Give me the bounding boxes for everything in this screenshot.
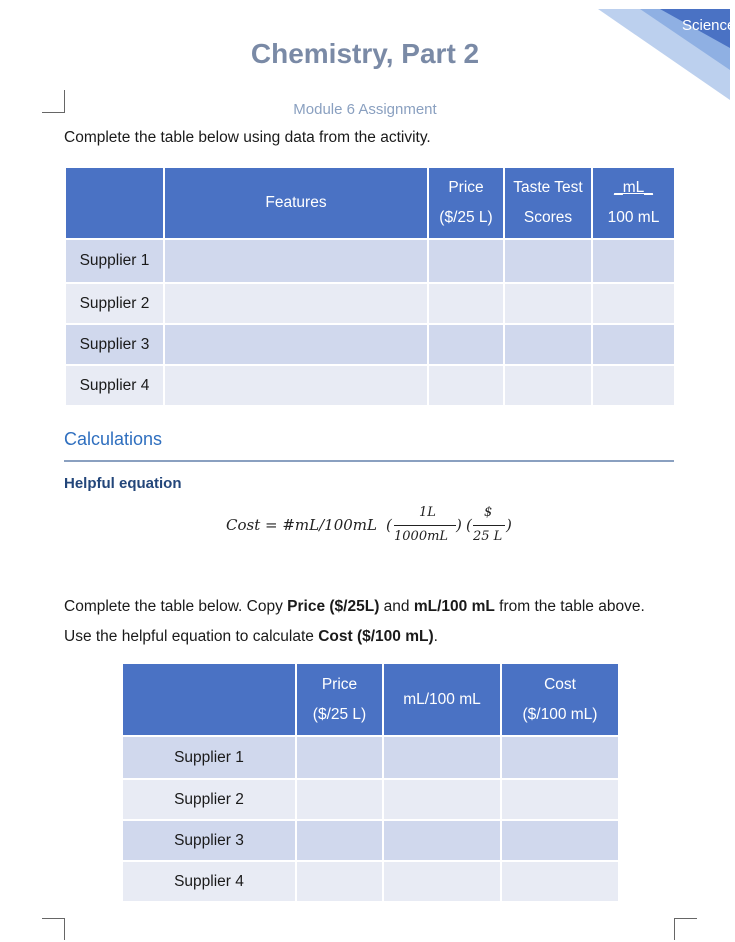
price-cell[interactable] (296, 820, 383, 861)
table-header-row (65, 167, 675, 239)
row-label: Supplier 1 (122, 736, 296, 779)
intro-text: Complete the table below using data from the activity. (64, 129, 431, 146)
table-row (122, 861, 619, 902)
calculations-heading: Calculations (64, 429, 163, 449)
instr-text: . (433, 628, 438, 645)
header-ml-per-100ml: mL/100 mL (383, 663, 501, 736)
header-price-line1: Price (448, 179, 484, 196)
equation-paren: ( (386, 516, 392, 534)
supplier-features-table (64, 166, 676, 407)
price-cell[interactable] (296, 779, 383, 820)
taste-cell[interactable] (504, 365, 592, 406)
taste-cell[interactable] (504, 239, 592, 283)
features-cell[interactable] (164, 283, 428, 324)
section-divider (64, 460, 674, 462)
equation-lhs: Cost = #mL/100mL (226, 516, 377, 534)
table-row (122, 820, 619, 861)
price-cell[interactable] (296, 861, 383, 902)
row-label: Supplier 4 (65, 365, 164, 406)
header-cost (501, 663, 619, 736)
helpful-equation-label: Helpful equation (64, 475, 182, 492)
header-blank-cell (65, 167, 164, 239)
cost-cell[interactable] (501, 820, 619, 861)
instr-bold-price: Price ($/25L) (287, 598, 380, 615)
crop-mark-bottom-right-h (674, 918, 697, 919)
cost-calculation-table (121, 662, 620, 903)
table-row (65, 239, 675, 283)
ml-cell[interactable] (592, 283, 675, 324)
header-price (428, 167, 504, 239)
page-subtitle: Module 6 Assignment (293, 101, 437, 118)
features-cell[interactable] (164, 365, 428, 406)
header-ml-line1: _mL_ (614, 179, 653, 196)
equation-paren: ( (466, 516, 472, 534)
instructions-paragraph (64, 592, 664, 652)
table-row (122, 779, 619, 820)
equation-frac1-denominator: 1000mL (394, 529, 449, 544)
price-cell[interactable] (428, 365, 504, 406)
instr-text: Complete the table below. Copy (64, 598, 288, 615)
table-row (122, 736, 619, 779)
ml-cell[interactable] (592, 239, 675, 283)
header-cost-line2: ($/100 mL) (522, 705, 598, 723)
row-label: Supplier 3 (122, 820, 296, 861)
header-price-line1: Price (321, 675, 358, 693)
header-features: Features (164, 167, 428, 239)
header-ml-per-100ml (592, 167, 675, 239)
cost-cell[interactable] (501, 736, 619, 779)
price-cell[interactable] (428, 283, 504, 324)
equation-frac1-numerator: 1L (419, 505, 436, 520)
price-cell[interactable] (296, 736, 383, 779)
page-title: Chemistry, Part 2 (250, 38, 480, 69)
ml-cell[interactable] (383, 736, 501, 779)
crop-mark-bottom-left (64, 918, 65, 940)
header-price-line2: ($/25 L) (439, 209, 493, 226)
price-cell[interactable] (428, 324, 504, 365)
equation-frac2-numerator: $ (484, 505, 493, 520)
header-price (296, 663, 383, 736)
equation-frac2-bar (473, 525, 505, 526)
table-row (65, 365, 675, 406)
header-ml-line2: 100 mL (607, 209, 660, 226)
equation-frac1-bar (394, 525, 456, 526)
price-cell[interactable] (428, 239, 504, 283)
cost-cell[interactable] (501, 861, 619, 902)
crop-mark-bottom-left-h (42, 918, 65, 919)
ml-cell[interactable] (383, 779, 501, 820)
instr-text: from the table above. Use the helpful equation to calculate (64, 598, 645, 645)
row-label: Supplier 4 (122, 861, 296, 902)
equation-frac2-denominator: 25 L (473, 529, 503, 544)
taste-cell[interactable] (504, 324, 592, 365)
ml-cell[interactable] (383, 820, 501, 861)
header-taste-line1: Taste Test (513, 179, 583, 196)
row-label: Supplier 3 (65, 324, 164, 365)
instr-text: and (379, 598, 414, 615)
brand-label: Science (682, 17, 735, 34)
ml-cell[interactable] (592, 365, 675, 406)
row-label: Supplier 2 (122, 779, 296, 820)
header-taste-test (504, 167, 592, 239)
ml-cell[interactable] (383, 861, 501, 902)
cost-cell[interactable] (501, 779, 619, 820)
header-price-line2: ($/25 L) (312, 705, 367, 723)
header-cost-line1: Cost (544, 675, 576, 693)
table-row (65, 324, 675, 365)
crop-mark-bottom-right (674, 918, 675, 940)
table-row (65, 283, 675, 324)
table-header-row (122, 663, 619, 736)
equation-paren: ) (456, 516, 462, 534)
header-blank-cell (122, 663, 296, 736)
features-cell[interactable] (164, 324, 428, 365)
instr-bold-ml: mL/100 mL (413, 598, 495, 615)
instr-bold-cost: Cost ($/100 mL) (318, 628, 434, 645)
row-label: Supplier 2 (65, 283, 164, 324)
equation-paren: ) (506, 516, 512, 534)
taste-cell[interactable] (504, 283, 592, 324)
header-taste-line2: Scores (523, 209, 573, 226)
ml-cell[interactable] (592, 324, 675, 365)
row-label: Supplier 1 (65, 239, 164, 283)
features-cell[interactable] (164, 239, 428, 283)
